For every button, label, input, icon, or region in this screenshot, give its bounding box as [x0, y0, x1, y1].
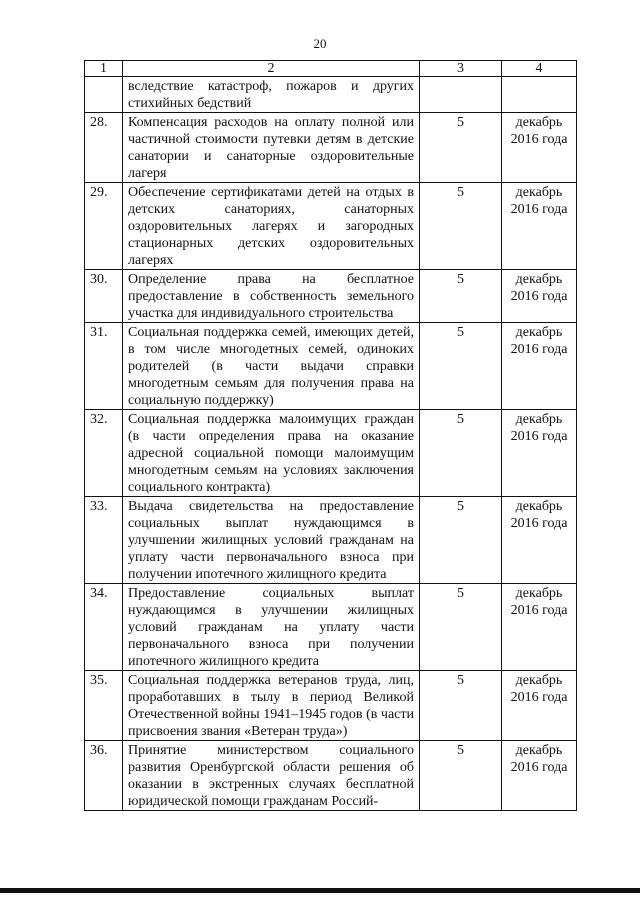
column-header: 1 — [85, 61, 123, 77]
table-row — [85, 671, 577, 741]
column-header: 2 — [123, 61, 420, 77]
row-number: 29. — [85, 183, 123, 270]
stage-value: 5 — [420, 323, 502, 410]
column-header: 4 — [502, 61, 577, 77]
service-name: Выдача свидетельства на предоставление социальных выплат нуждающимся в улучшении жилищных условий гражданам на уплату части первоначального взноса при получении ипотечного жилищного кредита — [123, 497, 420, 584]
table-row — [85, 270, 577, 323]
service-name: Социальная поддержка семей, имеющих детей, в том числе многодетных семей, одиноких родителей (в части выдачи справки многодетным семьям для получения права на социальную поддержку) — [123, 323, 420, 410]
row-number: 30. — [85, 270, 123, 323]
service-name: Социальная поддержка малоимущих граждан (в части определения права на оказание адресной социальной помощи малоимущим многодетным семьям на условиях заключения социального контракта) — [123, 410, 420, 497]
service-name: Предоставление социальных выплат нуждающимся в улучшении жилищных условий гражданам на уплату части первоначального взноса при получении ипотечного жилищного кредита — [123, 584, 420, 671]
row-number: 36. — [85, 741, 123, 811]
deadline: декабрь 2016 года — [502, 323, 577, 410]
table-row — [85, 741, 577, 811]
bottom-rule — [0, 888, 640, 893]
row-number: 31. — [85, 323, 123, 410]
page-number: 20 — [313, 36, 327, 51]
table-row — [85, 113, 577, 183]
service-name: Принятие министерством социального развития Оренбургской области решения об оказании в экстренных случаях бесплатной юридической помощи гражданам Россий- — [123, 741, 420, 811]
stage-value: 5 — [420, 671, 502, 741]
stage-value — [420, 77, 502, 113]
table-row — [85, 183, 577, 270]
stage-value: 5 — [420, 183, 502, 270]
deadline: декабрь 2016 года — [502, 671, 577, 741]
service-name: Компенсация расходов на оплату полной или частичной стоимости путевки детям в детские санатории и санаторные оздоровительные лагеря — [123, 113, 420, 183]
row-number: 34. — [85, 584, 123, 671]
table-header-row — [85, 61, 577, 77]
deadline: декабрь 2016 года — [502, 410, 577, 497]
service-name: Социальная поддержка ветеранов труда, лиц, проработавших в тылу в период Великой Отечественной войны 1941–1945 годов (в части присвоения звания «Ветеран труда») — [123, 671, 420, 741]
row-number: 35. — [85, 671, 123, 741]
row-number: 33. — [85, 497, 123, 584]
row-number: 32. — [85, 410, 123, 497]
services-table — [84, 60, 577, 811]
stage-value: 5 — [420, 584, 502, 671]
stage-value: 5 — [420, 410, 502, 497]
table-row — [85, 323, 577, 410]
stage-value: 5 — [420, 741, 502, 811]
table-row — [85, 497, 577, 584]
table-row — [85, 410, 577, 497]
deadline: декабрь 2016 года — [502, 270, 577, 323]
stage-value: 5 — [420, 113, 502, 183]
table-row — [85, 77, 577, 113]
row-number: 28. — [85, 113, 123, 183]
stage-value: 5 — [420, 497, 502, 584]
deadline: декабрь 2016 года — [502, 497, 577, 584]
stage-value: 5 — [420, 270, 502, 323]
service-name: Обеспечение сертификатами детей на отдых в детских санаториях, санаторных оздоровительных лагерях и загородных стационарных детских оздоровительных лагерях — [123, 183, 420, 270]
service-name: вследствие катастроф, пожаров и других стихийных бедствий — [123, 77, 420, 113]
deadline: декабрь 2016 года — [502, 183, 577, 270]
service-name: Определение права на бесплатное предоставление в собственность земельного участка для индивидуального строительства — [123, 270, 420, 323]
deadline: декабрь 2016 года — [502, 113, 577, 183]
row-number — [85, 77, 123, 113]
deadline: декабрь 2016 года — [502, 584, 577, 671]
column-header: 3 — [420, 61, 502, 77]
deadline: декабрь 2016 года — [502, 741, 577, 811]
deadline — [502, 77, 577, 113]
table-row — [85, 584, 577, 671]
